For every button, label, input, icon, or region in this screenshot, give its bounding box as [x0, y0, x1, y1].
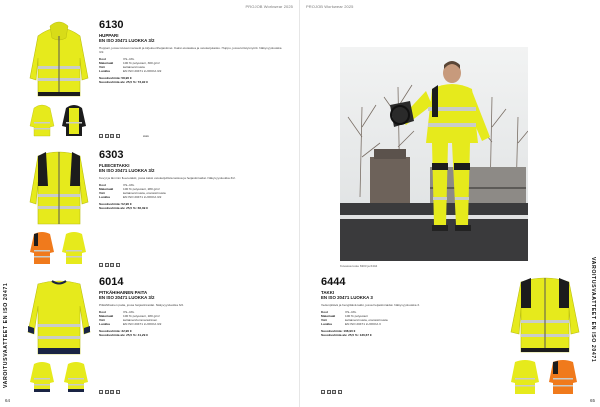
- side-category-label: VAROITUSVAATTEET EN ISO 20471: [590, 257, 596, 363]
- product-6130: [99, 20, 289, 84]
- product-prices: [321, 329, 511, 337]
- spec-label: Materiaali: [99, 61, 114, 65]
- spec-label: Luokka: [99, 322, 110, 326]
- spec-label: Luokka: [99, 195, 110, 199]
- product-name: FLEECETAKKI: [99, 163, 130, 168]
- care-icons: [99, 263, 120, 267]
- jacket-yellow-small: [511, 360, 539, 394]
- price-line: Suositushinta: 52,90 €: [99, 202, 132, 206]
- bleach-icon: △: [105, 390, 108, 394]
- product-6130-image: [26, 18, 92, 138]
- jacket-orange-small: [549, 360, 577, 394]
- side-category-label: VAROITUSVAATTEET EN ISO 20471: [3, 282, 9, 388]
- product-6014: [99, 277, 289, 337]
- product-standard: EN ISO 20471 LUOKKA 3: [321, 295, 373, 300]
- product-code: 6014: [99, 276, 124, 288]
- page-header: PROJOB Workwear 2025: [306, 4, 354, 9]
- spec-value: XS–4XL: [123, 183, 135, 187]
- product-code: 6444: [321, 276, 346, 288]
- product-code: 6130: [99, 19, 124, 31]
- product-6444-image: [507, 272, 583, 398]
- care-icons: [99, 134, 120, 138]
- longsleeve-front-large: [28, 281, 90, 354]
- product-name: PITKÄHIHAINEN PAITA: [99, 290, 148, 295]
- product-6444: [321, 277, 511, 337]
- product-prices: [99, 329, 289, 337]
- spec-value: EN ISO 20471 LUOKKA 3: [345, 322, 381, 326]
- spec-label: Koot: [99, 183, 107, 187]
- spec-value: XS–4XL: [123, 57, 135, 61]
- spec-value: EN ISO 20471 LUOKKA 3/2: [123, 322, 162, 326]
- spec-value: 100 % polyesteri, 300 g/m²: [123, 61, 160, 65]
- bleach-icon: △: [105, 134, 108, 138]
- certification-logo-icon: ▭▭: [143, 134, 149, 138]
- spec-value: 100 % polyesteri: [345, 314, 368, 318]
- product-prices: [99, 202, 289, 210]
- longsleeve-front-small: [30, 362, 54, 392]
- product-description: Vedenpitävä ja hengittävä takki, jossa heijastinraidat. Näkyvyysluokka 3.: [321, 303, 420, 307]
- care-icons: [99, 390, 120, 394]
- spec-value: XS–4XL: [123, 310, 135, 314]
- product-6303-image: [26, 146, 92, 270]
- page-number: 64: [5, 398, 11, 403]
- photo-caption: Kuvassa tuote 6303 ja 6444: [340, 264, 378, 268]
- price-line: Suositushinta: 58,90 €: [99, 76, 132, 80]
- product-standard: EN ISO 20471 LUOKKA 3/2: [99, 168, 155, 173]
- wash-icon: ~: [100, 390, 102, 394]
- product-name: HUPPARI: [99, 33, 119, 38]
- spec-label: Materiaali: [321, 314, 336, 318]
- fleece-front-large: [30, 152, 88, 224]
- lifestyle-photo: [340, 47, 528, 261]
- jacket-front-large: [511, 278, 579, 352]
- spec-row: [99, 69, 289, 73]
- product-description: Pitkähihainen paita, jossa heijastinraidat. Näkyvyysluokka 3/2.: [99, 303, 184, 307]
- product-prices: [99, 76, 289, 84]
- spec-row: [321, 322, 511, 326]
- spec-value: EN ISO 20471 LUOKKA 3/2: [123, 69, 162, 73]
- spec-row: [99, 322, 289, 326]
- product-specs: [99, 310, 289, 326]
- dry-icon: □: [111, 263, 113, 267]
- spec-value: 100 % polyesteri, 280 g/m²: [123, 187, 160, 191]
- spec-label: Luokka: [321, 322, 332, 326]
- fleece-orange-small: [30, 232, 54, 264]
- wash-icon: ~: [100, 134, 102, 138]
- spec-row: [99, 195, 289, 199]
- spec-value: 100 % polyesteri, 180 g/m²: [123, 314, 160, 318]
- hoodie-front-large: [30, 22, 88, 96]
- iron-icon: •: [338, 390, 341, 394]
- price-line: Suositushinta alv. 25,5 %: 66,39 €: [99, 206, 148, 210]
- product-specs: [99, 183, 289, 199]
- page-number: 65: [589, 398, 595, 403]
- price-line: Suositushinta alv. 25,5 %: 41,29 €: [99, 333, 148, 337]
- iron-icon: •: [116, 263, 119, 267]
- product-standard: EN ISO 20471 LUOKKA 3/2: [99, 38, 155, 43]
- price-line: Suositushinta alv. 25,5 %: 136,67 €: [321, 333, 372, 337]
- dry-icon: □: [111, 390, 113, 394]
- product-6014-image: [24, 276, 94, 394]
- fleece-yellow-back-small: [62, 232, 86, 264]
- longsleeve-back-small: [64, 362, 88, 392]
- dry-icon: □: [111, 134, 113, 138]
- spec-label: Väri: [99, 318, 105, 322]
- iron-icon: •: [116, 134, 119, 138]
- spec-label: Väri: [99, 191, 105, 195]
- care-icons: [321, 390, 342, 394]
- dry-icon: □: [333, 390, 335, 394]
- product-code: 6303: [99, 149, 124, 161]
- hoodie-back-small: [62, 105, 86, 136]
- spec-label: Materiaali: [99, 314, 114, 318]
- spec-label: Materiaali: [99, 187, 114, 191]
- price-line: Suositushinta: 108,90 €: [321, 329, 356, 333]
- product-standard: EN ISO 20471 LUOKKA 3/2: [99, 295, 155, 300]
- spec-value: keltainen/musta, oranssi/musta: [345, 318, 388, 322]
- product-description: Huppari, jossa istuvat mansetit ja kirjekuoriheijastimet. Kaksi etutaskua ja vetoketjutasku. Huppu, jossa kiristysnyörit. Näkyvyysluokka 3/2.: [99, 46, 282, 54]
- spec-value: keltainen/musta, oranssi/musta: [123, 191, 166, 195]
- bleach-icon: △: [327, 390, 330, 394]
- spec-value: XS–4XL: [345, 310, 357, 314]
- spec-label: Väri: [321, 318, 327, 322]
- product-specs: [321, 310, 511, 326]
- bleach-icon: △: [105, 263, 108, 267]
- iron-icon: •: [116, 390, 119, 394]
- hoodie-front-small: [30, 105, 54, 136]
- page-header: PROJOB Workwear 2025: [245, 4, 293, 9]
- spec-label: Luokka: [99, 69, 110, 73]
- wash-icon: ~: [322, 390, 324, 394]
- spec-value: keltainen/musta: [123, 65, 145, 69]
- spec-label: Koot: [99, 57, 107, 61]
- product-name: TAKKI: [321, 290, 335, 295]
- price-line: Suositushinta: 32,90 €: [99, 329, 132, 333]
- spec-label: Koot: [321, 310, 329, 314]
- wash-icon: ~: [100, 263, 102, 267]
- spec-label: Väri: [99, 65, 105, 69]
- spec-value: EN ISO 20471 LUOKKA 3/2: [123, 195, 162, 199]
- price-line: Suositushinta alv. 25,5 %: 73,92 €: [99, 80, 148, 84]
- spec-label: Koot: [99, 310, 107, 314]
- spec-value: keltainen/tummansininen: [123, 318, 158, 322]
- product-specs: [99, 57, 289, 73]
- product-6303: [99, 150, 289, 210]
- product-description: Kevyt ja lämmin fleecetakki, jossa kaksi vetoketjullista taskua ja heijastinraidat. Näkyvyysluokka 3/2.: [99, 176, 236, 180]
